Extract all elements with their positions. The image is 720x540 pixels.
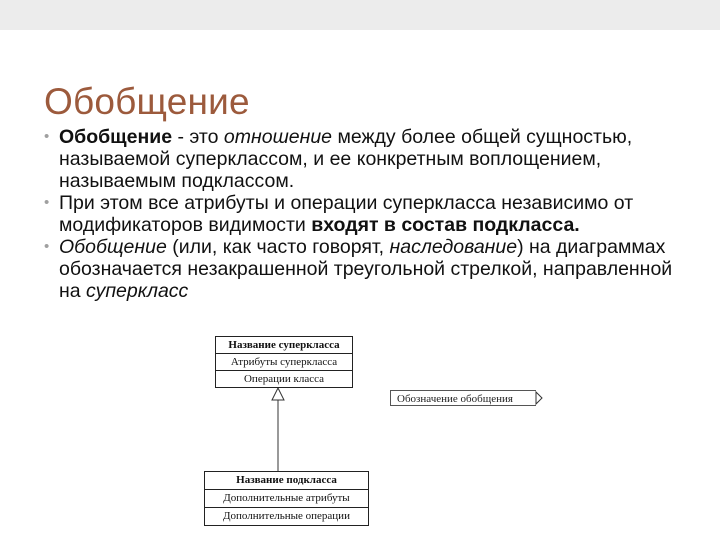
bullet-1-part-4: между более общей сущностью, называемой суперклассом, и ее конкретным воплощением, называемым подклассом. (59, 126, 633, 192)
superclass-attributes: Атрибуты суперкласса (216, 354, 352, 371)
superclass-operations: Операции класса (243, 373, 324, 385)
bullet-marker-icon: • (44, 238, 50, 255)
bullet-3-part-2: (или, как часто говорят, (166, 236, 390, 258)
subclass-operations: Дополнительные операции (223, 510, 350, 522)
bullet-1-part-3: отношение (223, 126, 333, 148)
subclass-name: Название подкласса (205, 472, 368, 490)
generalization-legend: Обозначение обобщения (390, 390, 536, 406)
bullet-1-part-2: - это (172, 126, 224, 148)
subclass-attributes: Дополнительные атрибуты (205, 490, 368, 508)
legend-arrow-icon (536, 392, 542, 404)
subclass-box (204, 471, 369, 526)
bullet-3-part-4: ) на диаграммах обозначается незакрашенной треугольной стрелкой, направленной на (59, 236, 673, 302)
superclass-box (215, 336, 353, 388)
bullet-3-part-3: наследование (389, 236, 518, 258)
generalization-arrow-icon (272, 388, 284, 400)
bullet-marker-icon: • (44, 194, 50, 211)
bullet-3-part-1: Обобщение (59, 236, 167, 258)
bullet-2-part-2: входят в состав подкласса. (311, 214, 580, 236)
slide-title: Обобщение (44, 80, 250, 122)
bullet-marker-icon: • (44, 128, 50, 145)
bullet-1-part-1: Обобщение (59, 126, 173, 148)
superclass-name: Название суперкласса (216, 337, 352, 354)
bullet-2-part-1: При этом все атрибуты и операции суперкласса независимо от модификаторов видимости (59, 192, 634, 236)
bullet-3-part-5: суперкласс (86, 280, 189, 302)
